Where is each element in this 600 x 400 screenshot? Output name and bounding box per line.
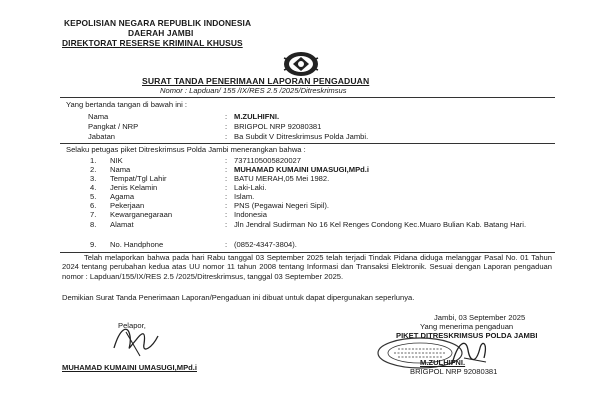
row-value-phone: (0852-4347-3804). (234, 240, 297, 249)
row-sep: : (225, 174, 228, 183)
row-value-gender: Laki-Laki. (234, 183, 267, 192)
section1-sep-jabatan: : (225, 132, 228, 141)
row-value-ttl: BATU MERAH,05 Mei 1982. (234, 174, 330, 183)
section1-value-pangkat: BRIGPOL NRP 92080381 (234, 122, 322, 131)
section1-label-pangkat: Pangkat / NRP (88, 122, 139, 131)
row-num: 6. (90, 201, 97, 210)
receiver-role-1: Yang menerima pengaduan (420, 322, 514, 331)
row-value-nama: MUHAMAD KUMAINI UMASUGI,MPd.i (234, 165, 369, 174)
row-value-nik: 7371105005820027 (234, 156, 302, 165)
row-label-ttl: Tempat/Tgl Lahir (110, 174, 167, 183)
row-label-gender: Jenis Kelamin (110, 183, 158, 192)
section1-label-nama: Nama (88, 112, 109, 121)
row-sep: : (225, 201, 228, 210)
receiver-name: M.ZULHIFNI. (420, 358, 466, 367)
row-num: 7. (90, 210, 97, 219)
row-sep: : (225, 156, 228, 165)
reporter-label: Pelapor, (118, 321, 146, 330)
row-value-citizenship: Indonesia (234, 210, 267, 219)
row-value-pekerjaan: PNS (Pegawai Negeri Sipil). (234, 201, 329, 210)
row-num: 3. (90, 174, 97, 183)
row-num: 8. (90, 220, 97, 229)
row-num: 1. (90, 156, 97, 165)
reporter-signature (106, 318, 166, 360)
row-value-agama: Islam. (234, 192, 255, 201)
row-label-agama: Agama (110, 192, 135, 201)
section1-value-nama: M.ZULHIFNI. (234, 112, 280, 121)
row-num: 2. (90, 165, 97, 174)
row-sep: : (225, 192, 228, 201)
row-sep: : (225, 220, 228, 229)
row-value-alamat: Jln Jendral Sudirman No 16 Kel Renges Condong Kec.Muaro Bulian Kab. Batang Hari. (234, 220, 527, 229)
receiver-nrp: BRIGPOL NRP 92080381 (410, 367, 498, 376)
row-label-phone: No. Handphone (110, 240, 164, 249)
section1-sep-nama: : (225, 112, 228, 121)
header-line-2: DAERAH JAMBI (128, 28, 194, 38)
row-label-pekerjaan: Pekerjaan (110, 201, 145, 210)
row-num: 9. (90, 240, 97, 249)
row-label-citizenship: Kewarganegaraan (110, 210, 173, 219)
closing-paragraph: Demikian Surat Tanda Penerimaan Laporan/Pengaduan ini dibuat untuk dapat dipergunakan seperlunya. (62, 293, 415, 302)
section1-label-jabatan: Jabatan (88, 132, 116, 141)
section1-value-jabatan: Ba Subdit V Ditreskrimsus Polda Jambi. (234, 132, 369, 141)
section1-intro: Yang bertanda tangan di bawah ini : (66, 100, 188, 109)
reporter-name: MUHAMAD KUMAINI UMASUGI,MPd.i (62, 363, 197, 372)
header-line-1: KEPOLISIAN NEGARA REPUBLIK INDONESIA (64, 18, 252, 28)
row-label-nama: Nama (110, 165, 131, 174)
row-label-nik: NIK (110, 156, 123, 165)
row-sep: : (225, 210, 228, 219)
divider-middle (60, 143, 555, 144)
document-number: Nomor : Lapduan/ 155 /IX/RES 2.5 /2025/Ditreskrimsus (160, 86, 347, 95)
row-sep: : (225, 240, 228, 249)
place-date: Jambi, 03 September 2025 (434, 313, 526, 322)
document-title: SURAT TANDA PENERIMAAN LAPORAN PENGADUAN (142, 76, 370, 86)
row-sep: : (225, 183, 228, 192)
row-num: 4. (90, 183, 97, 192)
body-paragraph: Telah melaporkan bahwa pada hari Rabu tanggal 03 September 2025 telah terjadi Tindak Pidana diduga melanggar Pasal No. 01 Tahun 2024 tentang perubahan kedua atas UU nomor 11 tahun 2008 tentang Informasi dan Transaksi Elektronik. Sesuai dengan Laporan pengaduan nomor : Lapduan/155/IX/RES 2.5 /2025/Ditreskrimsus, tanggal 03 September 2025. (62, 253, 552, 281)
section2-intro: Selaku petugas piket Ditreskrimsus Polda Jambi menerangkan bahwa : (66, 145, 306, 154)
row-sep: : (225, 165, 228, 174)
section1-sep-pangkat: : (225, 122, 228, 131)
divider-top (60, 97, 555, 98)
header-line-3: DIREKTORAT RESERSE KRIMINAL KHUSUS (62, 38, 243, 48)
police-emblem (281, 50, 321, 78)
receiver-role-2: PIKET DITRESKRIMSUS POLDA JAMBI (396, 331, 538, 340)
row-num: 5. (90, 192, 97, 201)
row-label-alamat: Alamat (110, 220, 134, 229)
